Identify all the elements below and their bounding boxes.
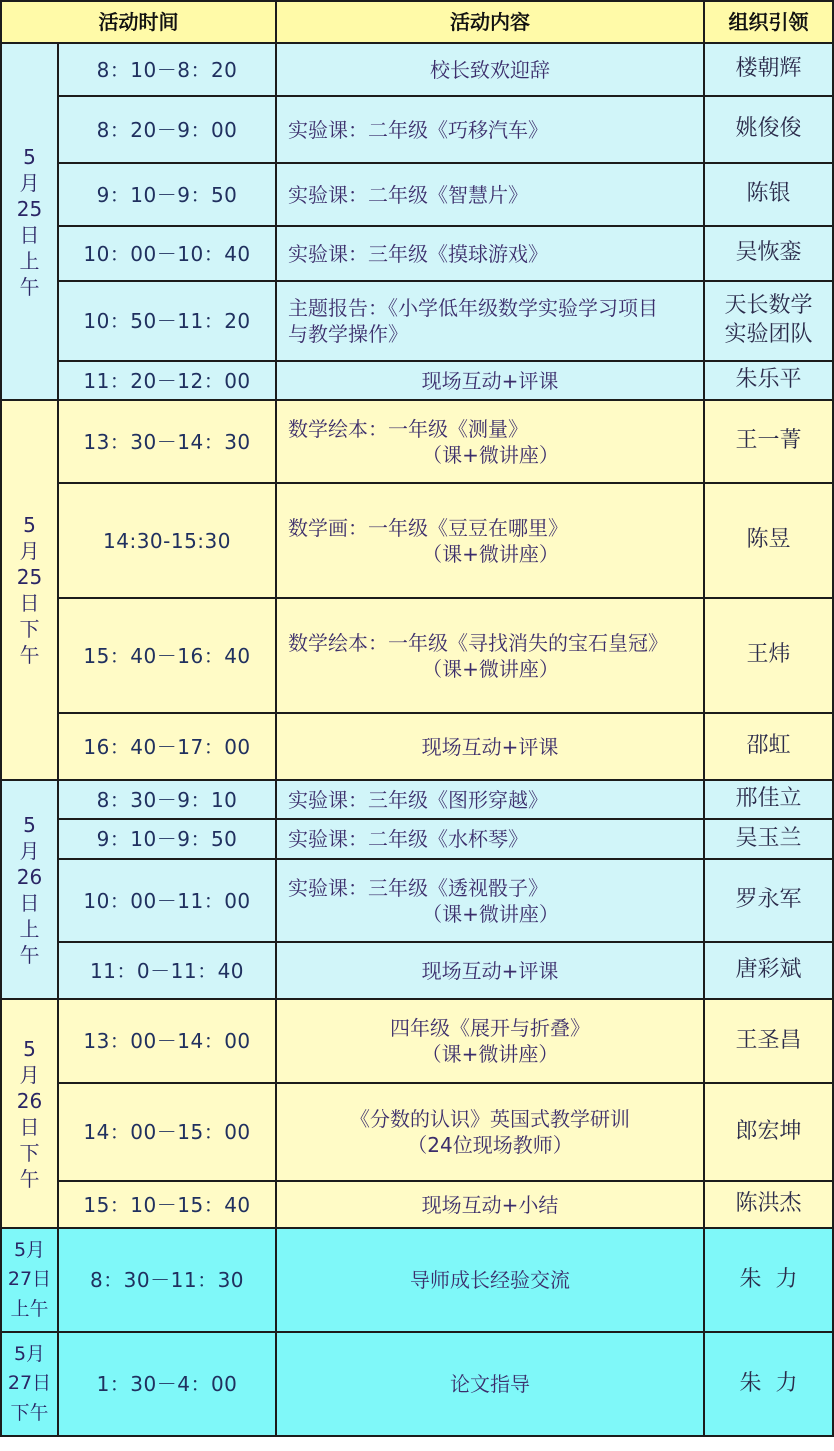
date-cell xyxy=(1,1228,58,1332)
leader-name: 吴恢銮 xyxy=(735,240,802,266)
date-part: 午 xyxy=(19,643,40,667)
leader-cell xyxy=(704,43,833,96)
leader-cell xyxy=(704,1083,833,1181)
date-part: 月 xyxy=(19,170,40,195)
leader-name: 王一菁 xyxy=(735,428,802,454)
content-cell xyxy=(276,713,704,780)
leader-cell xyxy=(704,598,833,713)
content-line: 《分数的认识》英国式教学研训 xyxy=(350,1107,630,1131)
time-cell: 10：50－11：20 xyxy=(58,281,276,361)
content-line: 实验课：二年级《水杯琴》 xyxy=(288,827,528,851)
content-line: 校长致欢迎辞 xyxy=(430,57,550,82)
leader-name: 实验团队 xyxy=(724,322,813,347)
leader-name: 朱 力 xyxy=(739,1370,798,1396)
date-part: 26 xyxy=(16,1088,43,1113)
content-cell xyxy=(276,819,704,859)
content-cell xyxy=(276,1332,704,1436)
content-line: 现场互动+评课 xyxy=(421,368,559,393)
time-cell: 11：20－12：00 xyxy=(58,361,276,400)
time-cell: 14：00－15：00 xyxy=(58,1083,276,1181)
leader-name: 陈昱 xyxy=(746,527,791,553)
date-cell xyxy=(1,780,58,999)
leader-cell xyxy=(704,226,833,281)
date-part: 月 xyxy=(19,539,40,563)
time-cell: 13：00－14：00 xyxy=(58,999,276,1083)
content-line: 实验课：三年级《透视骰子》 xyxy=(288,875,548,900)
leader-name: 邢佳立 xyxy=(735,786,802,812)
content-cell xyxy=(276,43,704,96)
date-part: 上 xyxy=(19,916,40,941)
content-line: 实验课：三年级《图形穿越》 xyxy=(288,787,548,812)
header-content: 活动内容 xyxy=(276,1,704,43)
content-line: （课+微讲座） xyxy=(422,656,559,681)
date-cell xyxy=(1,400,58,780)
time-cell: 1：30－4：00 xyxy=(58,1332,276,1436)
schedule-row xyxy=(1,942,833,999)
content-line: 主题报告：《小学低年级数学实验学习项目 xyxy=(288,296,658,320)
date-part: 5 xyxy=(23,812,36,837)
leader-name: 陈洪杰 xyxy=(735,1191,802,1217)
date-part: 5月 xyxy=(13,1342,46,1365)
schedule-row xyxy=(1,598,833,713)
content-cell xyxy=(276,859,704,942)
schedule-row xyxy=(1,163,833,226)
schedule-body xyxy=(1,43,833,1436)
time-cell: 10：00－11：00 xyxy=(58,859,276,942)
time-cell: 8：20－9：00 xyxy=(58,96,276,163)
date-part: 5 xyxy=(23,513,36,537)
schedule-row xyxy=(1,1228,833,1332)
time-cell: 11：0－11：40 xyxy=(58,942,276,999)
leader-name: 朱 力 xyxy=(739,1266,798,1292)
schedule-row xyxy=(1,400,833,483)
schedule-row xyxy=(1,226,833,281)
content-line: 实验课：二年级《巧移汽车》 xyxy=(288,117,548,142)
content-line: （课+微讲座） xyxy=(422,442,559,467)
schedule-row xyxy=(1,819,833,859)
leader-name: 邵虹 xyxy=(746,733,791,759)
leader-cell xyxy=(704,163,833,226)
leader-cell xyxy=(704,1228,833,1332)
leader-cell xyxy=(704,999,833,1083)
date-part: 25 xyxy=(16,565,43,589)
leader-cell xyxy=(704,780,833,819)
leader-cell xyxy=(704,713,833,780)
content-cell xyxy=(276,361,704,400)
schedule-row xyxy=(1,361,833,400)
leader-name: 陈银 xyxy=(746,181,791,207)
time-cell: 8：10－8：20 xyxy=(58,43,276,96)
leader-name: 王炜 xyxy=(746,642,791,668)
content-line: 现场互动+评课 xyxy=(421,958,559,983)
schedule-row xyxy=(1,1083,833,1181)
date-part: 午 xyxy=(19,274,40,299)
header-row xyxy=(1,1,833,43)
leader-cell xyxy=(704,361,833,400)
content-line: 实验课：三年级《摸球游戏》 xyxy=(288,241,548,266)
content-line: （24位现场教师） xyxy=(407,1133,573,1157)
leader-cell xyxy=(704,400,833,483)
date-part: 上 xyxy=(19,248,40,273)
header-time: 活动时间 xyxy=(1,1,276,43)
date-part: 27日 xyxy=(7,1268,52,1291)
time-cell: 15：10－15：40 xyxy=(58,1181,276,1228)
schedule-row xyxy=(1,96,833,163)
time-cell: 9：10－9：50 xyxy=(58,163,276,226)
schedule-row xyxy=(1,999,833,1083)
time-cell: 9：10－9：50 xyxy=(58,819,276,859)
leader-cell xyxy=(704,281,833,361)
time-cell: 10：00－10：40 xyxy=(58,226,276,281)
content-line: 实验课：二年级《智慧片》 xyxy=(288,182,528,207)
date-part: 下 xyxy=(19,1140,40,1165)
content-line: 数学绘本：一年级《测量》 xyxy=(288,416,528,441)
leader-cell xyxy=(704,96,833,163)
date-cell xyxy=(1,1332,58,1436)
leader-name: 吴玉兰 xyxy=(735,825,802,851)
leader-name: 朱乐平 xyxy=(735,367,802,393)
content-cell xyxy=(276,483,704,598)
leader-cell xyxy=(704,1181,833,1228)
date-part: 日 xyxy=(19,1114,40,1139)
content-cell xyxy=(276,942,704,999)
schedule-row xyxy=(1,1181,833,1228)
date-part: 日 xyxy=(19,890,40,915)
schedule-row xyxy=(1,780,833,819)
content-cell xyxy=(276,281,704,361)
date-cell xyxy=(1,43,58,400)
schedule-row xyxy=(1,713,833,780)
date-part: 26 xyxy=(16,864,43,889)
leader-name: 郎宏坤 xyxy=(735,1118,802,1144)
content-line: 四年级《展开与折叠》 xyxy=(390,1016,590,1040)
schedule-row xyxy=(1,43,833,96)
leader-cell xyxy=(704,1332,833,1436)
date-part: 27日 xyxy=(7,1372,52,1395)
date-part: 日 xyxy=(19,222,40,247)
leader-name: 罗永军 xyxy=(735,887,802,913)
leader-name: 唐彩斌 xyxy=(735,957,802,983)
time-cell: 13：30－14：30 xyxy=(58,400,276,483)
schedule-row xyxy=(1,483,833,598)
leader-cell xyxy=(704,942,833,999)
date-part: 午 xyxy=(19,1166,40,1191)
date-part: 日 xyxy=(19,591,40,615)
content-line: （课+微讲座） xyxy=(422,901,559,926)
date-part: 5 xyxy=(23,144,36,169)
schedule-row xyxy=(1,859,833,942)
schedule-row xyxy=(1,1332,833,1436)
content-line: 论文指导 xyxy=(450,1372,530,1396)
leader-cell xyxy=(704,483,833,598)
content-cell xyxy=(276,226,704,281)
content-cell xyxy=(276,96,704,163)
time-cell: 8：30－9：10 xyxy=(58,780,276,819)
content-line: 数学绘本：一年级《寻找消失的宝石皇冠》 xyxy=(288,630,668,655)
content-cell xyxy=(276,400,704,483)
date-part: 上午 xyxy=(10,1297,49,1320)
date-part: 25 xyxy=(16,196,43,221)
date-part: 下 xyxy=(19,617,40,641)
content-cell xyxy=(276,1083,704,1181)
content-cell xyxy=(276,163,704,226)
date-cell xyxy=(1,999,58,1228)
date-part: 月 xyxy=(19,838,40,863)
date-part: 月 xyxy=(19,1062,40,1087)
content-line: 数学画：一年级《豆豆在哪里》 xyxy=(288,515,568,540)
date-part: 5月 xyxy=(13,1238,46,1261)
header-leader: 组织引领 xyxy=(704,1,833,43)
time-cell: 8：30－11：30 xyxy=(58,1228,276,1332)
leader-name: 姚俊俊 xyxy=(735,116,802,142)
content-cell xyxy=(276,999,704,1083)
time-cell: 14:30-15:30 xyxy=(58,483,276,598)
content-line: （课+微讲座） xyxy=(422,541,559,566)
content-cell xyxy=(276,780,704,819)
leader-name: 楼朝辉 xyxy=(735,56,802,82)
time-cell: 16：40－17：00 xyxy=(58,713,276,780)
date-part: 5 xyxy=(23,1036,36,1061)
date-part: 午 xyxy=(19,942,40,967)
leader-name: 天长数学 xyxy=(724,293,813,319)
leader-cell xyxy=(704,819,833,859)
schedule-row xyxy=(1,281,833,361)
content-line: 现场互动+评课 xyxy=(421,734,559,759)
content-line: 导师成长经验交流 xyxy=(410,1268,570,1292)
time-cell: 15：40－16：40 xyxy=(58,598,276,713)
content-cell xyxy=(276,1181,704,1228)
date-part: 下午 xyxy=(10,1401,49,1424)
content-line: 与教学操作》 xyxy=(288,322,408,346)
content-line: 现场互动+小结 xyxy=(421,1192,559,1217)
leader-name: 王圣昌 xyxy=(735,1027,802,1053)
content-cell xyxy=(276,598,704,713)
leader-cell xyxy=(704,859,833,942)
content-cell xyxy=(276,1228,704,1332)
content-line: （课+微讲座） xyxy=(421,1042,559,1066)
